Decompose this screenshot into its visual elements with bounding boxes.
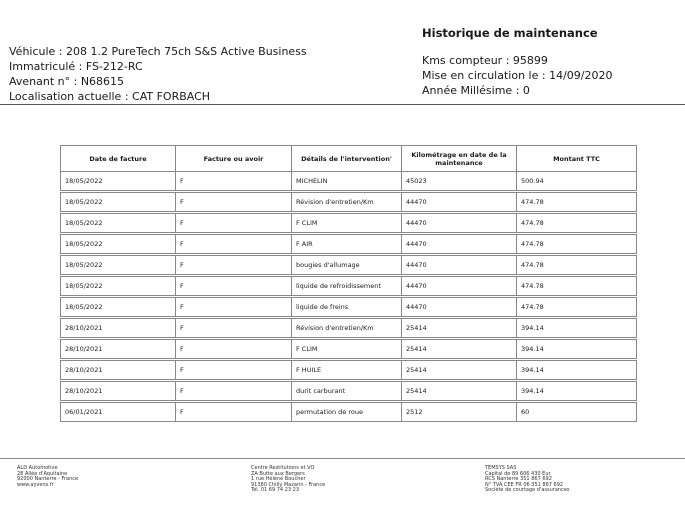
cell-invoice-date: 18/05/2022: [61, 235, 176, 254]
footer-line: ZA Butte aux Bergers: [251, 470, 305, 477]
cell-mileage: 25414: [402, 382, 517, 401]
cell-mileage: 44470: [402, 277, 517, 296]
cell-mileage: 25414: [402, 340, 517, 359]
table-row: [61, 319, 637, 338]
cell-amount: 394.14: [517, 382, 637, 401]
header-amount: Montant TTC: [517, 146, 637, 172]
page-title: Historique de maintenance: [422, 26, 598, 40]
cell-invoice-date: 18/05/2022: [61, 256, 176, 275]
table-row: [61, 361, 637, 380]
table-body: [61, 172, 637, 422]
cell-invoice-date: 06/01/2021: [61, 403, 176, 422]
cell-invoice-date: 18/05/2022: [61, 214, 176, 233]
vehicle-location: Localisation actuelle : CAT FORBACH: [9, 90, 211, 103]
cell-amount: 60: [517, 403, 637, 422]
table-row: [61, 256, 637, 275]
cell-intervention-details: liquide de freins: [292, 298, 402, 317]
cell-amount: 500.94: [517, 172, 637, 191]
footer-line: 91380 Chilly Mazarin - France: [251, 481, 326, 488]
cell-amount: 474.78: [517, 193, 637, 212]
table-row: [61, 298, 637, 317]
cell-intervention-details: F CLIM: [292, 214, 402, 233]
cell-intervention-details: liquide de refroidissement: [292, 277, 402, 296]
cell-invoice-type: F: [176, 214, 292, 233]
table-row: [61, 403, 637, 422]
footer-divider: [0, 458, 685, 459]
cell-amount: 474.78: [517, 235, 637, 254]
footer-center: [251, 466, 325, 494]
cell-mileage: 25414: [402, 319, 517, 338]
cell-mileage: 44470: [402, 298, 517, 317]
table-row: [61, 277, 637, 296]
header-intervention-details: Détails de l'intervention': [292, 146, 402, 172]
table-row: [61, 382, 637, 401]
cell-amount: 474.78: [517, 214, 637, 233]
cell-mileage: 44470: [402, 256, 517, 275]
vehicle-model: Véhicule : 208 1.2 PureTech 75ch S&S Active Business: [9, 45, 307, 58]
cell-invoice-type: F: [176, 172, 292, 191]
cell-amount: 394.14: [517, 319, 637, 338]
cell-mileage: 2512: [402, 403, 517, 422]
cell-invoice-type: F: [176, 382, 292, 401]
first-registration: Mise en circulation le : 14/09/2020: [422, 69, 613, 82]
footer-line: 28 Allée d'Aquitaine: [17, 470, 68, 477]
vehicle-plate: Immatriculé : FS-212-RC: [9, 60, 143, 73]
vehicle-amendment: Avenant n° : N68615: [9, 75, 125, 88]
cell-intervention-details: F AIR: [292, 235, 402, 254]
footer-line: Centre Restitutions et VO: [251, 465, 315, 471]
table-row: [61, 340, 637, 359]
cell-amount: 474.78: [517, 298, 637, 317]
cell-mileage: 44470: [402, 235, 517, 254]
cell-invoice-date: 28/10/2021: [61, 361, 176, 380]
cell-intervention-details: MICHELIN: [292, 172, 402, 191]
cell-intervention-details: Révision d'entretien/Km: [292, 319, 402, 338]
table-row: [61, 193, 637, 212]
cell-intervention-details: durit carburant: [292, 382, 402, 401]
cell-invoice-type: F: [176, 277, 292, 296]
cell-invoice-type: F: [176, 403, 292, 422]
header-invoice-date: Date de facture: [61, 146, 176, 172]
cell-intervention-details: bougies d'allumage: [292, 256, 402, 275]
cell-amount: 474.78: [517, 277, 637, 296]
table-row: [61, 214, 637, 233]
cell-mileage: 44470: [402, 193, 517, 212]
cell-intervention-details: permutation de roue: [292, 403, 402, 422]
cell-invoice-date: 18/05/2022: [61, 193, 176, 212]
cell-intervention-details: F CLIM: [292, 340, 402, 359]
footer-line: RCS Nanterre 351 867 692: [485, 476, 552, 483]
footer-line: Capital de 89 606 430 Eur: [485, 470, 551, 477]
footer-line: Société de courtage d'assurances: [485, 487, 570, 494]
table-row: [61, 172, 637, 191]
footer-left: [17, 466, 78, 488]
model-year: Année Millésime : 0: [422, 84, 530, 97]
cell-invoice-date: 18/05/2022: [61, 172, 176, 191]
cell-invoice-type: F: [176, 340, 292, 359]
footer-line: www.ayvens.fr: [17, 481, 54, 488]
cell-invoice-date: 18/05/2022: [61, 277, 176, 296]
maintenance-info: [422, 26, 612, 98]
cell-intervention-details: F HUILE: [292, 361, 402, 380]
maintenance-table: [60, 145, 637, 422]
table-header-row: [61, 146, 637, 172]
cell-intervention-details: Révision d'entretien/Km: [292, 193, 402, 212]
header-mileage: Kilométrage en date de la maintenance: [402, 146, 517, 172]
odometer: Kms compteur : 95899: [422, 54, 548, 67]
footer-line: 92000 Nanterre - France: [17, 476, 79, 483]
table-row: [61, 235, 637, 254]
vehicle-info: [9, 44, 307, 104]
cell-invoice-type: F: [176, 361, 292, 380]
cell-mileage: 44470: [402, 214, 517, 233]
header-invoice-type: Facture ou avoir: [176, 146, 292, 172]
cell-invoice-date: 28/10/2021: [61, 340, 176, 359]
cell-amount: 394.14: [517, 340, 637, 359]
cell-amount: 394.14: [517, 361, 637, 380]
footer-right: [485, 466, 570, 494]
cell-invoice-date: 28/10/2021: [61, 382, 176, 401]
footer-line: Tél. 01 69 74 23 23: [251, 487, 300, 494]
footer-line: N° TVA CEE FR 06 351 867 692: [485, 481, 564, 488]
cell-invoice-type: F: [176, 298, 292, 317]
cell-invoice-type: F: [176, 235, 292, 254]
footer-line: ALD Automotive: [17, 465, 58, 471]
cell-mileage: 45023: [402, 172, 517, 191]
cell-invoice-type: F: [176, 193, 292, 212]
footer-line: 1 rue Hélène Boucher: [251, 476, 306, 483]
header-divider: [0, 104, 685, 105]
cell-mileage: 25414: [402, 361, 517, 380]
cell-invoice-date: 18/05/2022: [61, 298, 176, 317]
cell-invoice-date: 28/10/2021: [61, 319, 176, 338]
cell-amount: 474.78: [517, 256, 637, 275]
footer-line: TEMSYS SAS: [485, 465, 517, 471]
cell-invoice-type: F: [176, 319, 292, 338]
cell-invoice-type: F: [176, 256, 292, 275]
